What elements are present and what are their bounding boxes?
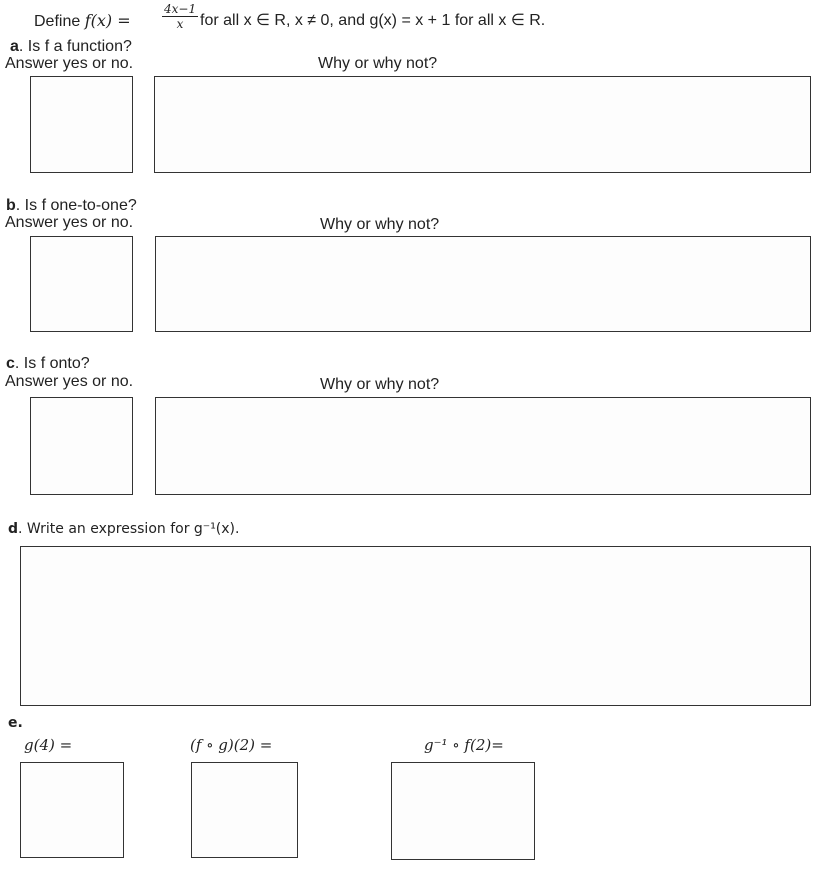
part-b-question-text: . Is f one-to-one?: [15, 197, 137, 214]
part-a-question: [10, 38, 132, 56]
part-c-why-label: Why or why not?: [320, 376, 440, 393]
part-e-answer-box-3[interactable]: [391, 762, 535, 860]
part-b-question: [6, 197, 137, 215]
part-d-letter: d: [8, 521, 19, 537]
part-c-question-text: . Is f onto?: [14, 355, 90, 372]
f-domain-text: for all x ∈ R, x ≠ 0, and g(x) = x + 1 for all x ∈ R.: [200, 12, 546, 29]
part-a-why-label: Why or why not?: [318, 55, 438, 72]
f-numerator: 4x−1: [164, 2, 197, 16]
part-a-answer-box[interactable]: [30, 76, 133, 173]
part-a-answer-label: Answer yes or no.: [5, 55, 134, 72]
part-c-answer-box[interactable]: [30, 397, 133, 495]
part-c-answer-label: Answer yes or no.: [5, 373, 134, 390]
part-a-why-box[interactable]: [154, 76, 811, 173]
part-c-question: [6, 355, 90, 373]
part-b-why-label: Why or why not?: [320, 216, 440, 233]
part-b-why-box[interactable]: [155, 236, 811, 332]
definition-line: [34, 12, 131, 31]
part-c-why-box[interactable]: [155, 397, 811, 495]
part-d-question: [8, 520, 239, 538]
part-e-answer-box-2[interactable]: [191, 762, 298, 858]
f-fraction: [162, 2, 198, 31]
part-e-letter: e.: [8, 715, 23, 731]
part-e-answer-box-1[interactable]: [20, 762, 124, 858]
define-label: Define: [34, 13, 81, 30]
f-expression: f(x) =: [84, 11, 131, 30]
part-b-answer-box[interactable]: [30, 236, 133, 332]
part-b-letter: b: [6, 197, 16, 214]
part-e-label-1: g(4) =: [24, 736, 73, 754]
part-a-letter: a: [10, 38, 19, 55]
part-a-question-text: . Is f a function?: [18, 38, 132, 55]
part-c-letter: c: [6, 355, 15, 372]
part-b-answer-label: Answer yes or no.: [5, 214, 134, 231]
f-denominator: x: [176, 17, 184, 31]
part-e-label-2: (f ∘ g)(2) =: [190, 736, 273, 754]
part-e-label-3: g⁻¹ ∘ f(2)=: [424, 736, 504, 754]
part-d-answer-box[interactable]: [20, 546, 811, 706]
part-d-question-text: . Write an expression for g⁻¹(x).: [18, 521, 240, 537]
